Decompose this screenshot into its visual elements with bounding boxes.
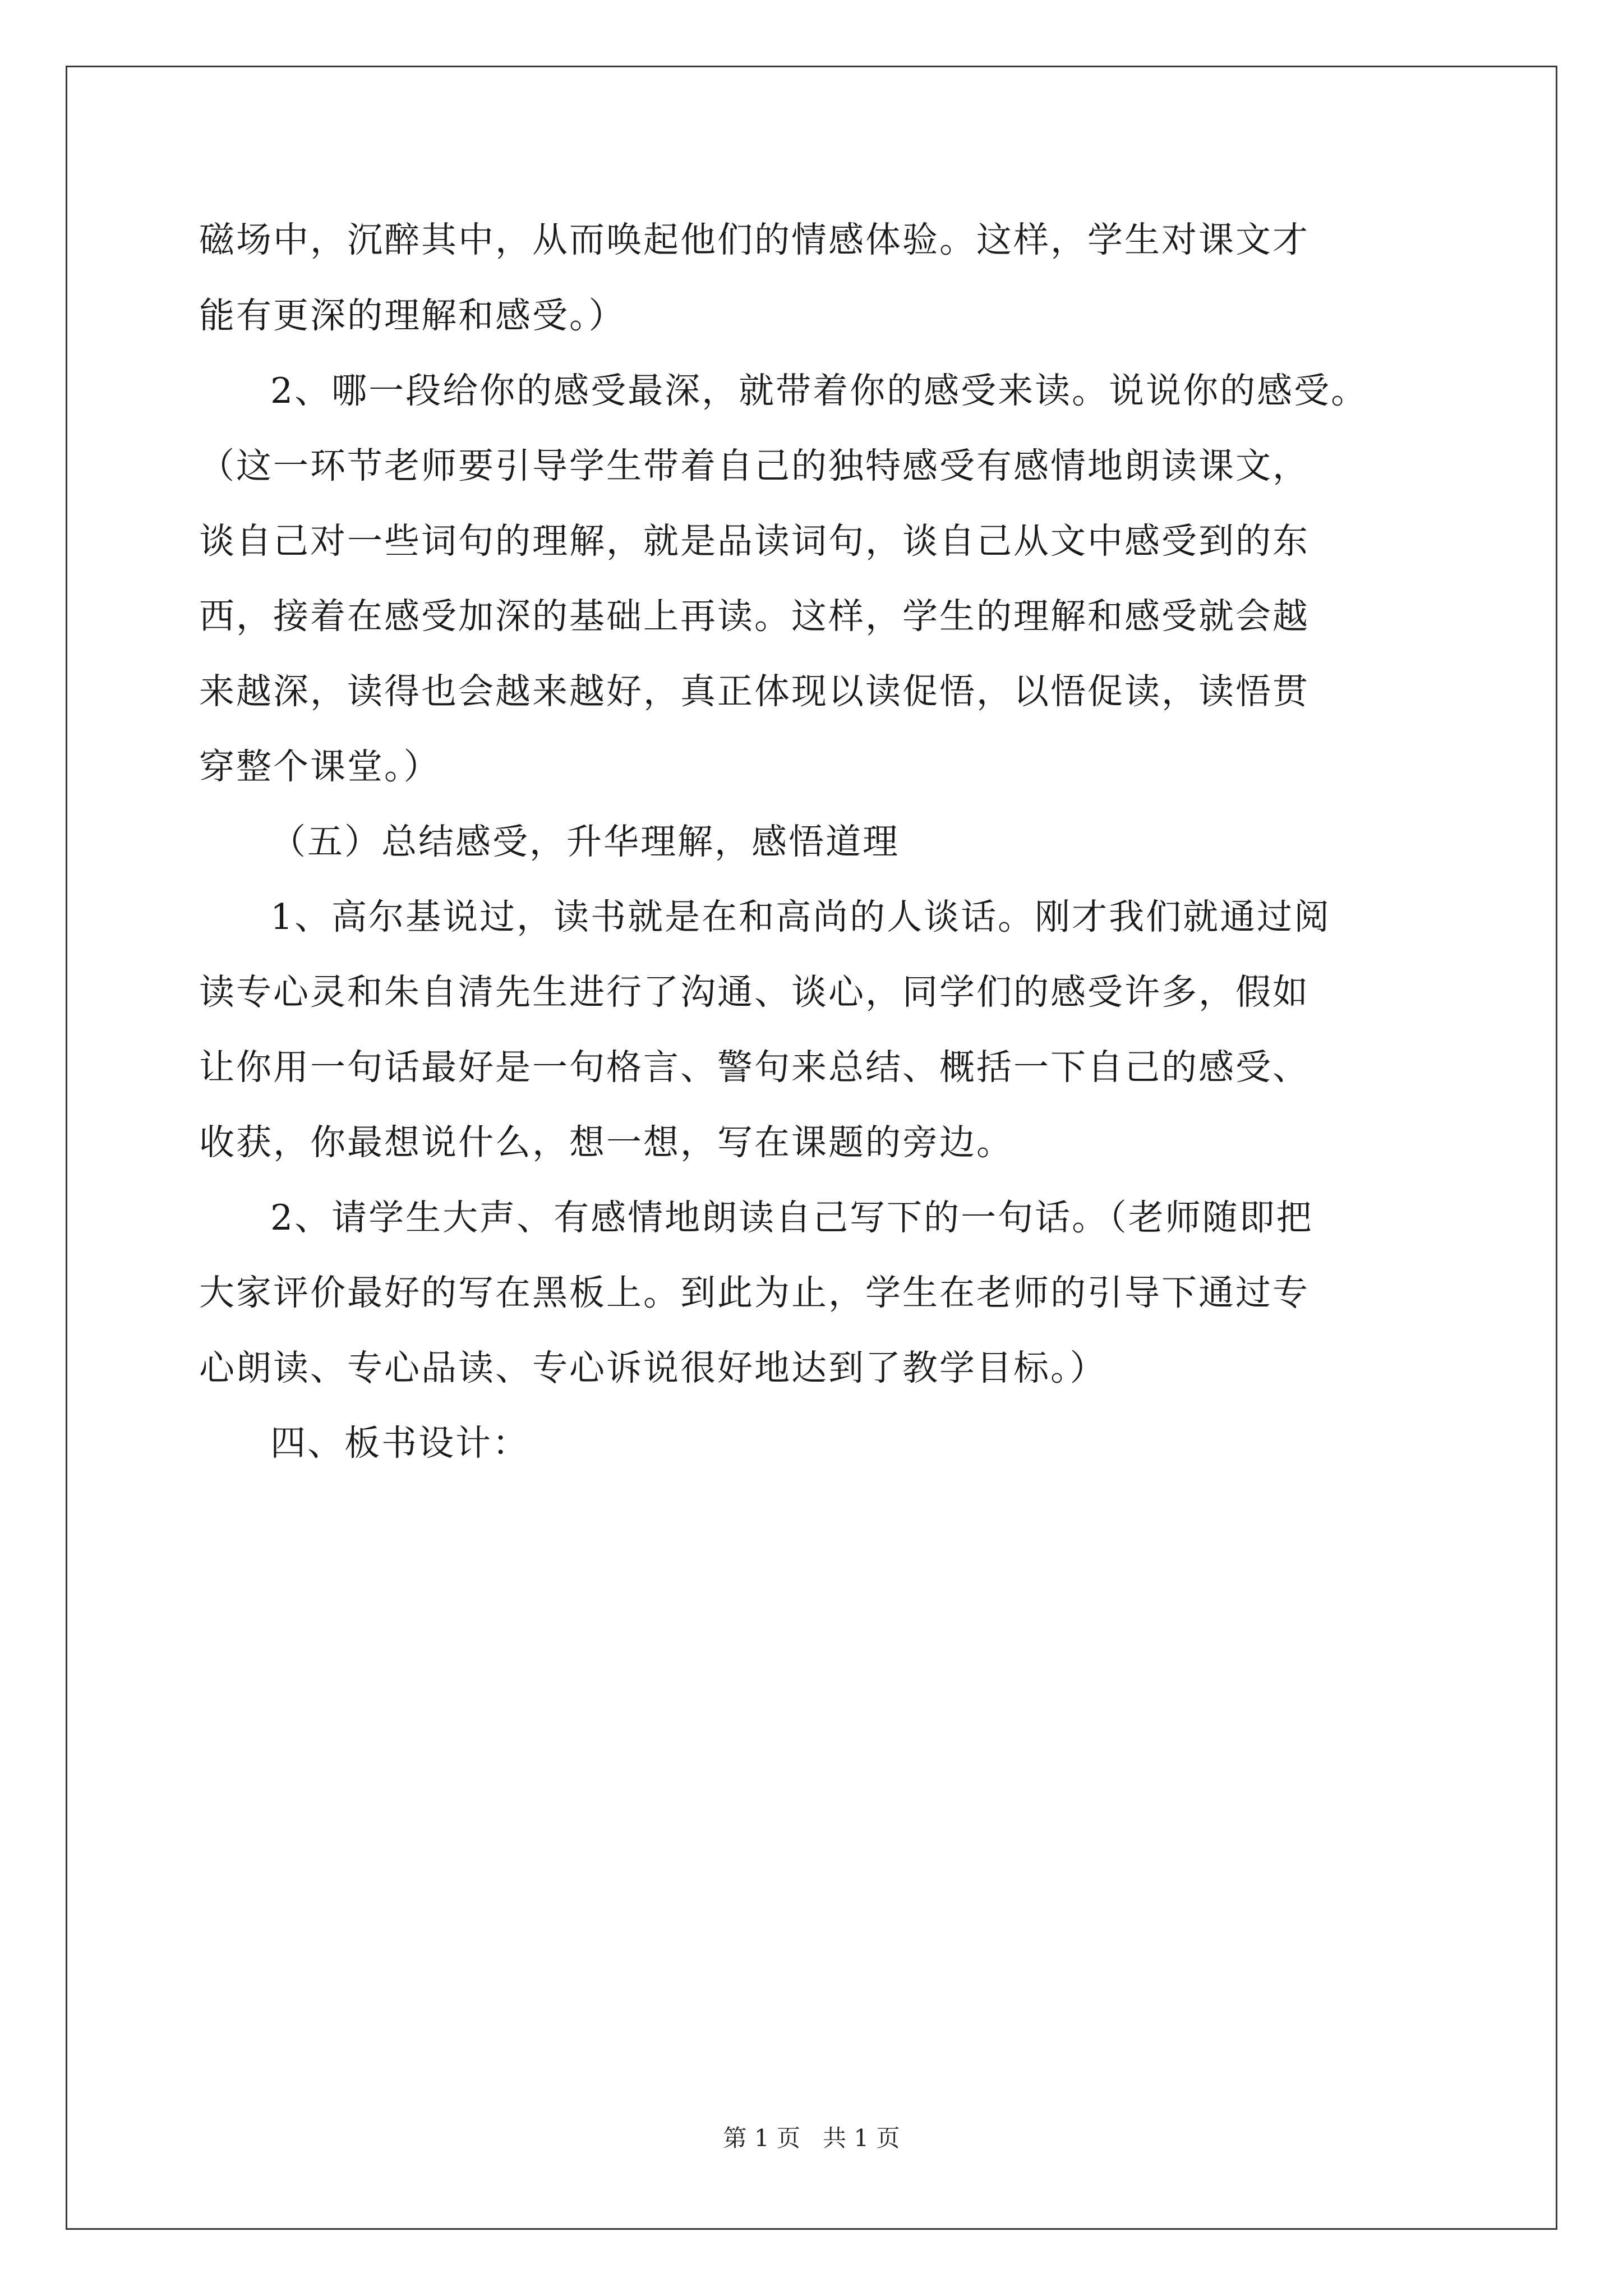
text-line: 能有更深的理解和感受。） bbox=[199, 295, 626, 336]
text-line: 2、哪一段给你的感受最深，就带着你的感受来读。说说你的感受。 bbox=[270, 370, 1368, 411]
text-line: 让你用一句话最好是一句格言、警句来总结、概括一下自己的感受、 bbox=[199, 1047, 1310, 1088]
text-line: 大家评价最好的写在黑板上。到此为止，学生在老师的引导下通过专 bbox=[199, 1272, 1310, 1313]
text-line: 收获，你最想说什么，想一想，写在课题的旁边。 bbox=[199, 1122, 1013, 1163]
text-line: 2、请学生大声、有感情地朗读自己写下的一句话。（老师随即把 bbox=[270, 1197, 1313, 1238]
text-line: 磁场中，沉醉其中，从而唤起他们的情感体验。这样，学生对课文才 bbox=[199, 219, 1310, 260]
text-line: 谈自己对一些词句的理解，就是品读词句，谈自己从文中感受到的东 bbox=[199, 521, 1310, 562]
section-heading: 四、板书设计： bbox=[270, 1423, 529, 1464]
text-line: 来越深，读得也会越来越好，真正体现以读促悟，以悟促读，读悟贯 bbox=[199, 671, 1310, 712]
page-number-footer: 第 1 页 共 1 页 bbox=[723, 2124, 900, 2152]
text-line: 1、高尔基说过，读书就是在和高尚的人谈话。刚才我们就通过阅 bbox=[270, 896, 1331, 937]
text-line: 读专心灵和朱自清先生进行了沟通、谈心，同学们的感受许多，假如 bbox=[199, 972, 1310, 1013]
text-line: 穿整个课堂。） bbox=[199, 746, 441, 787]
section-heading: （五）总结感受，升华理解，感悟道理 bbox=[270, 821, 900, 862]
text-line: 心朗读、专心品读、专心诉说很好地达到了教学目标。） bbox=[199, 1347, 1107, 1388]
text-line: （这一环节老师要引导学生带着自己的独特感受有感情地朗读课文， bbox=[199, 445, 1310, 486]
text-line: 西，接着在感受加深的基础上再读。这样，学生的理解和感受就会越 bbox=[199, 596, 1310, 637]
